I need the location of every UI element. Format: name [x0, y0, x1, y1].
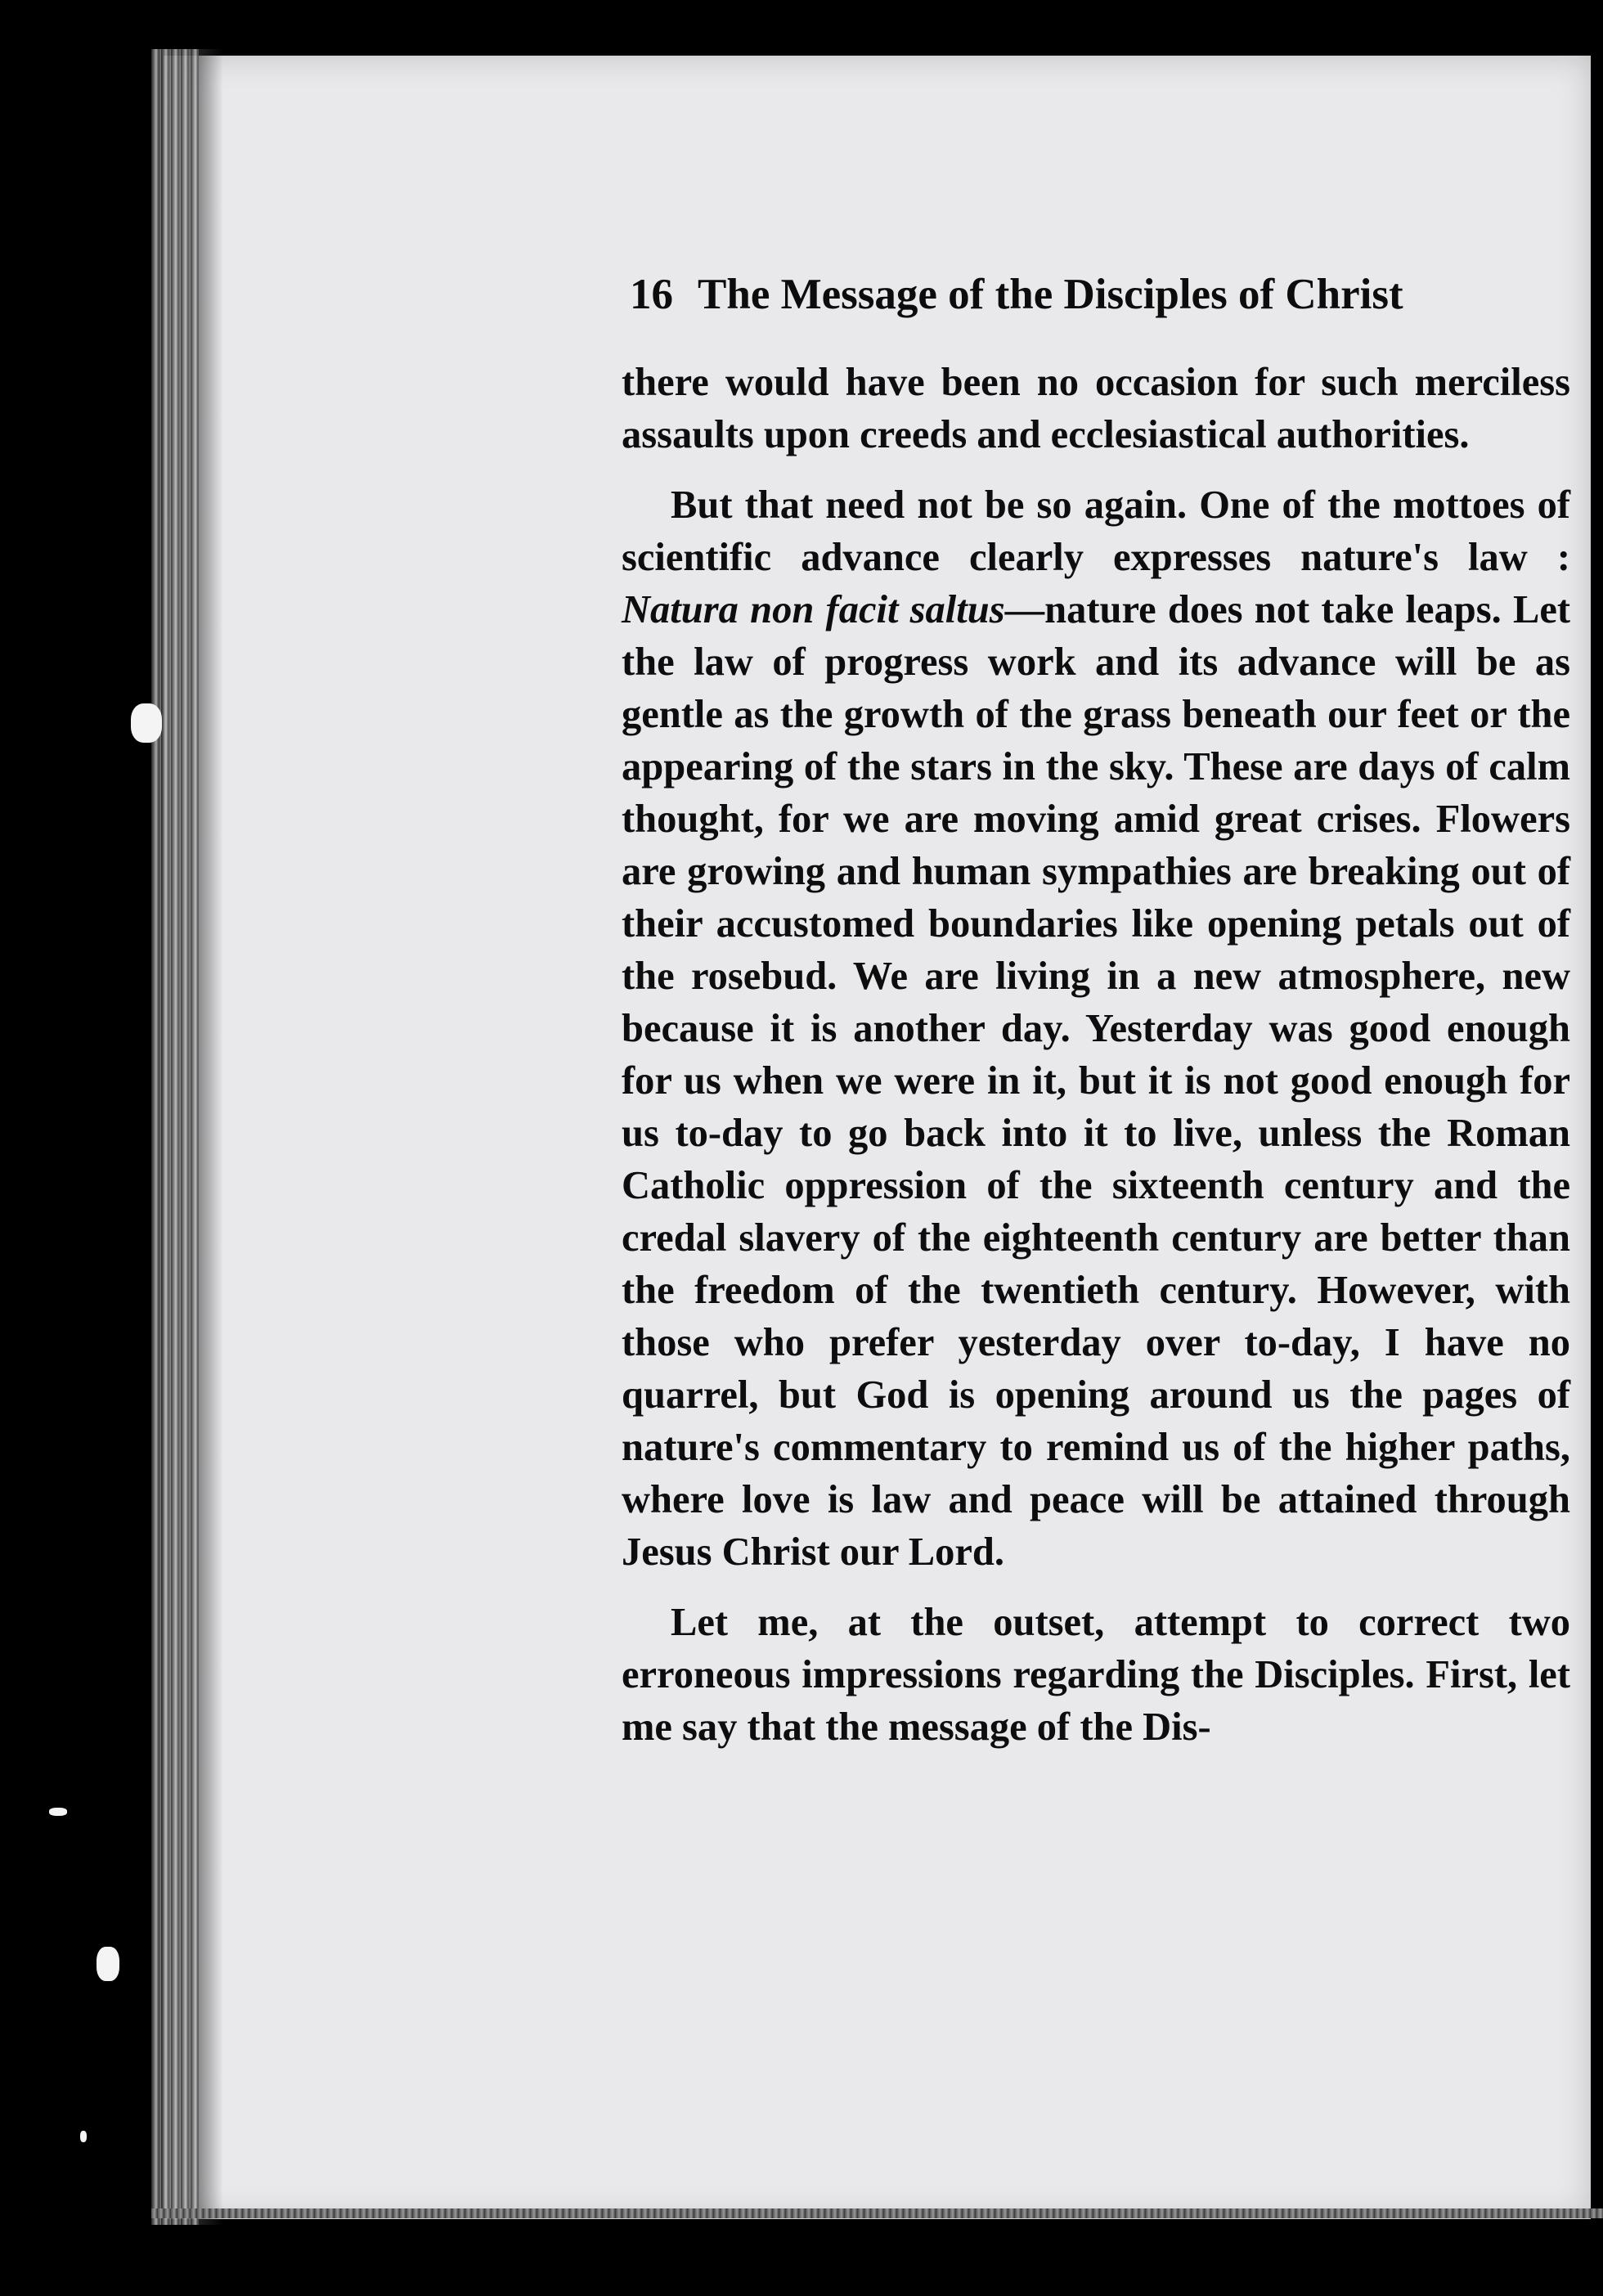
scan-speck: [49, 1808, 67, 1816]
page-bottom-edge: [151, 2208, 1603, 2218]
paragraph-text: —nature does not take leaps. Let the law of progress work and its advance will be as gentle as the growth of the grass beneath our feet or the appearing of the stars in the sky. These are days of calm thought, for we are moving amid great crises. Flowers are growing and human sympathies are breaking out of their accustomed boundaries like opening petals out of the rosebud. We are living in a new atmosphere, new because it is another day. Yesterday was good enough for us when we were in it, but it is not good enough for us to-day to go back into it to live, unless the Roman Catholic oppression of the sixteenth century and the credal slavery of the eighteenth century are better than the freedom of the twentieth century. However, with those who prefer yesterday over to-day, I have no quarrel, but God is opening around us the pages of nature's commentary to remind us of the higher paths, where love is law and peace will be attained through Jesus Christ our Lord.: [622, 588, 1570, 1574]
running-title: The Message of the Disciples of Christ: [698, 271, 1403, 318]
latin-motto: Natura non facit saltus: [622, 588, 1005, 631]
paragraph-erroneous-impressions: Let me, at the outset, attempt to correct two erroneous impressions regarding the Disciples. First, let me say that the message of the Dis-: [622, 1601, 1570, 1749]
paragraph-natura-non-facit-saltus: [622, 479, 1570, 1579]
paragraph-continuation: there would have been no occasion for such merciless assaults upon creeds and ecclesiastical authorities.: [622, 361, 1570, 456]
paragraph-text: But that need not be so again. One of the mottoes of scientific advance clearly expresses nature's law :: [622, 483, 1570, 579]
scan-speck: [97, 1947, 119, 1981]
running-header: [630, 270, 1521, 319]
scan-speck: [131, 703, 162, 743]
body-text: [622, 357, 1570, 1772]
gutter-shadow: [199, 49, 223, 2225]
scan-speck: [80, 2131, 87, 2142]
book-binding-edge: [151, 49, 199, 2225]
page-number: 16: [630, 271, 673, 318]
